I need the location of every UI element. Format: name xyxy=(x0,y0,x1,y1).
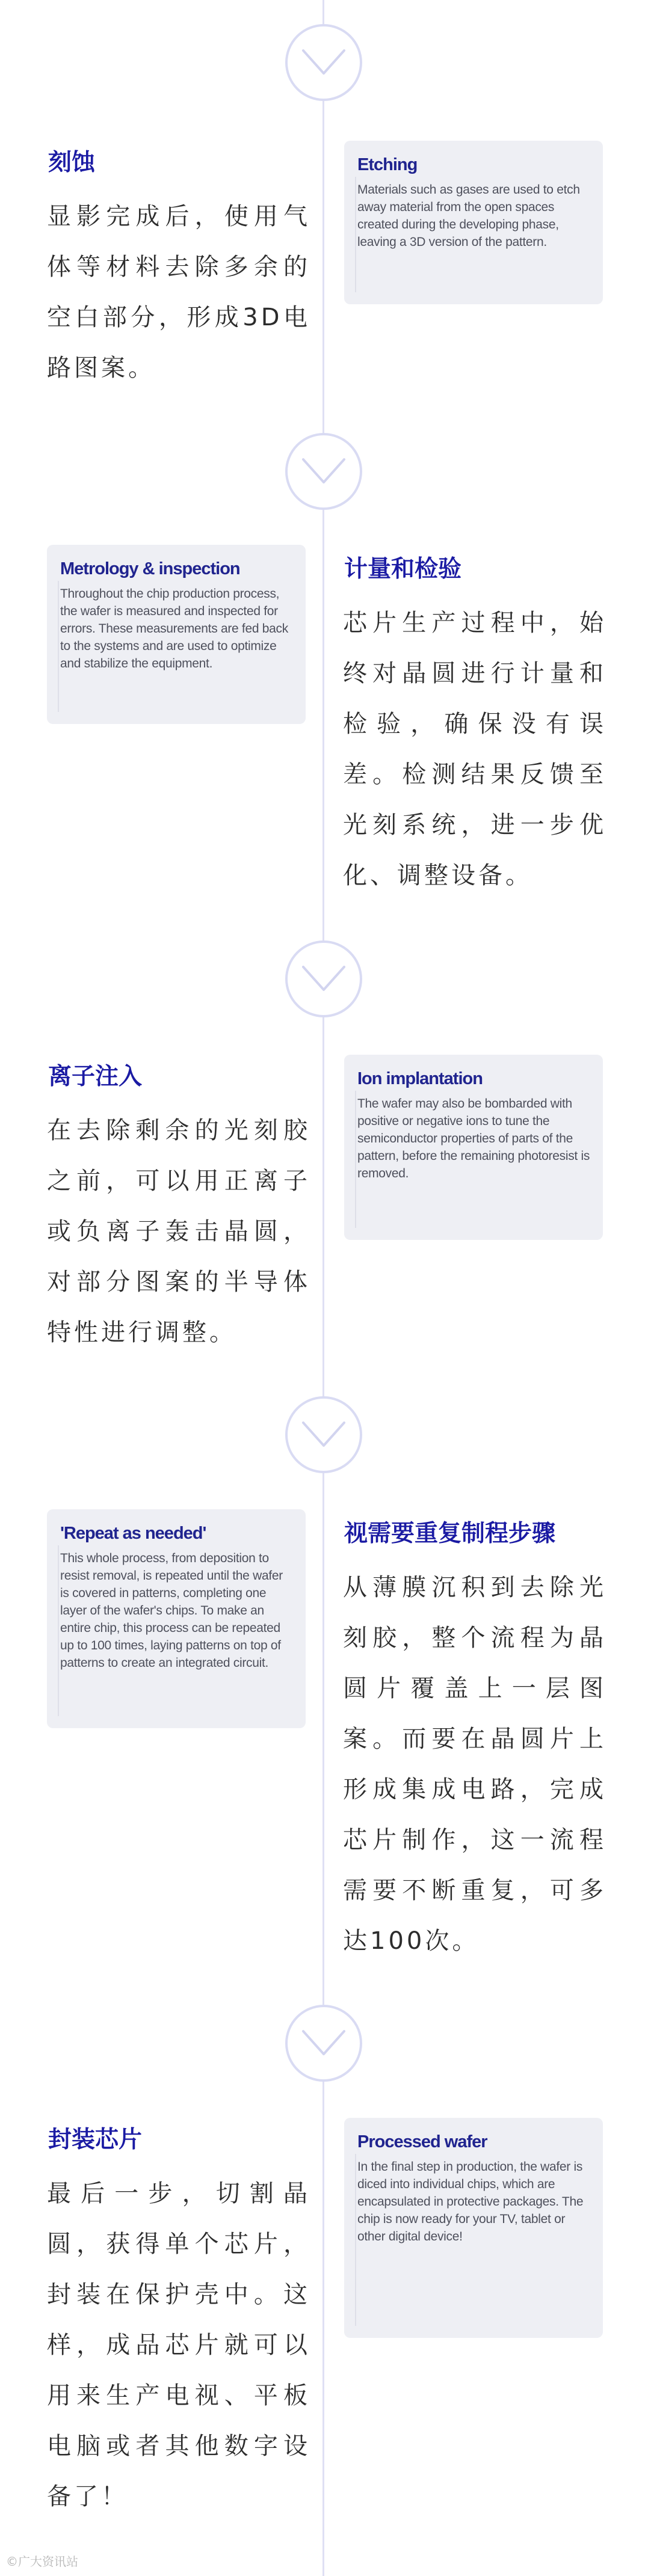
timeline-line xyxy=(322,0,324,2576)
step-marker xyxy=(285,940,362,1017)
step-marker xyxy=(285,433,362,510)
section-title-ion-implantation: 离子注入 xyxy=(48,1063,143,1090)
chevron-down-icon xyxy=(297,1408,350,1461)
card-repeat xyxy=(47,1509,306,1728)
chevron-down-icon xyxy=(297,2017,350,2070)
card-body: Materials such as gases are used to etch away material from the open spaces created during the developing phase, leaving a 3D version of the pattern. xyxy=(357,183,580,249)
card-title: 'Repeat as needed' xyxy=(60,1524,206,1543)
section-body-packaging: 最后一步，切割晶圆，获得单个芯片，封装在保护壳中。这样，成品芯片就可以用来生产电视、平板电脑或者其他数字设备了！ xyxy=(47,2180,310,2510)
section-title-metrology: 计量和检验 xyxy=(344,556,462,583)
step-marker xyxy=(285,1396,362,1473)
card-body: The wafer may also be bombarded with positive or negative ions to tune the semiconductor properties of parts of the pattern, before the remaining photoresist is removed. xyxy=(357,1097,590,1180)
section-body-ion-implantation: 在去除剩余的光刻胶之前，可以用正离子或负离子轰击晶圆，对部分图案的半导体特性进行调整。 xyxy=(47,1117,310,1346)
card-title: Metrology & inspection xyxy=(60,559,240,578)
card-etching xyxy=(344,141,603,304)
chevron-down-icon xyxy=(297,445,350,498)
chevron-down-icon xyxy=(297,36,350,89)
card-metrology xyxy=(47,545,306,724)
card-body: Throughout the chip production process, the wafer is measured and inspected for errors. These measurements are fed back to the systems and are used to optimize and stabilize the equipment. xyxy=(60,587,288,670)
section-body-metrology: 芯片生产过程中，始终对晶圆进行计量和检验，确保没有误差。检测结果反馈至光刻系统，进一步优化、调整设备。 xyxy=(343,609,606,889)
card-body: In the final step in production, the wafer is diced into individual chips, which are encapsulated in protective packages. The chip is now ready for your TV, tablet or other digital device! xyxy=(357,2160,584,2243)
card-title: Processed wafer xyxy=(357,2132,487,2151)
card-body: This whole process, from deposition to resist removal, is repeated until the wafer is covered in patterns, completing one layer of the wafer's chips. To make an entire chip, this process can be repeated up to 100 times, laying patterns on top of patterns to create an integrated circuit. xyxy=(60,1551,283,1670)
section-title-repeat: 视需要重复制程步骤 xyxy=(344,1520,556,1547)
card-processed-wafer xyxy=(344,2118,603,2338)
section-title-packaging: 封装芯片 xyxy=(48,2126,143,2153)
section-title-etching: 刻蚀 xyxy=(48,149,96,176)
step-marker xyxy=(285,24,362,101)
card-title: Etching xyxy=(357,155,418,174)
card-title: Ion implantation xyxy=(357,1069,483,1088)
chevron-down-icon xyxy=(297,952,350,1005)
card-ion-implantation xyxy=(344,1055,603,1240)
section-body-repeat: 从薄膜沉积到去除光刻胶，整个流程为晶圆片覆盖上一层图案。而要在晶圆片上形成集成电路，完成芯片制作，这一流程需要不断重复，可多达100次。 xyxy=(343,1574,606,1955)
watermark: ©广大资讯站 xyxy=(6,2554,78,2569)
section-body-etching: 显影完成后，使用气体等材料去除多余的空白部分，形成3D电路图案。 xyxy=(47,203,310,382)
step-marker xyxy=(285,2005,362,2082)
